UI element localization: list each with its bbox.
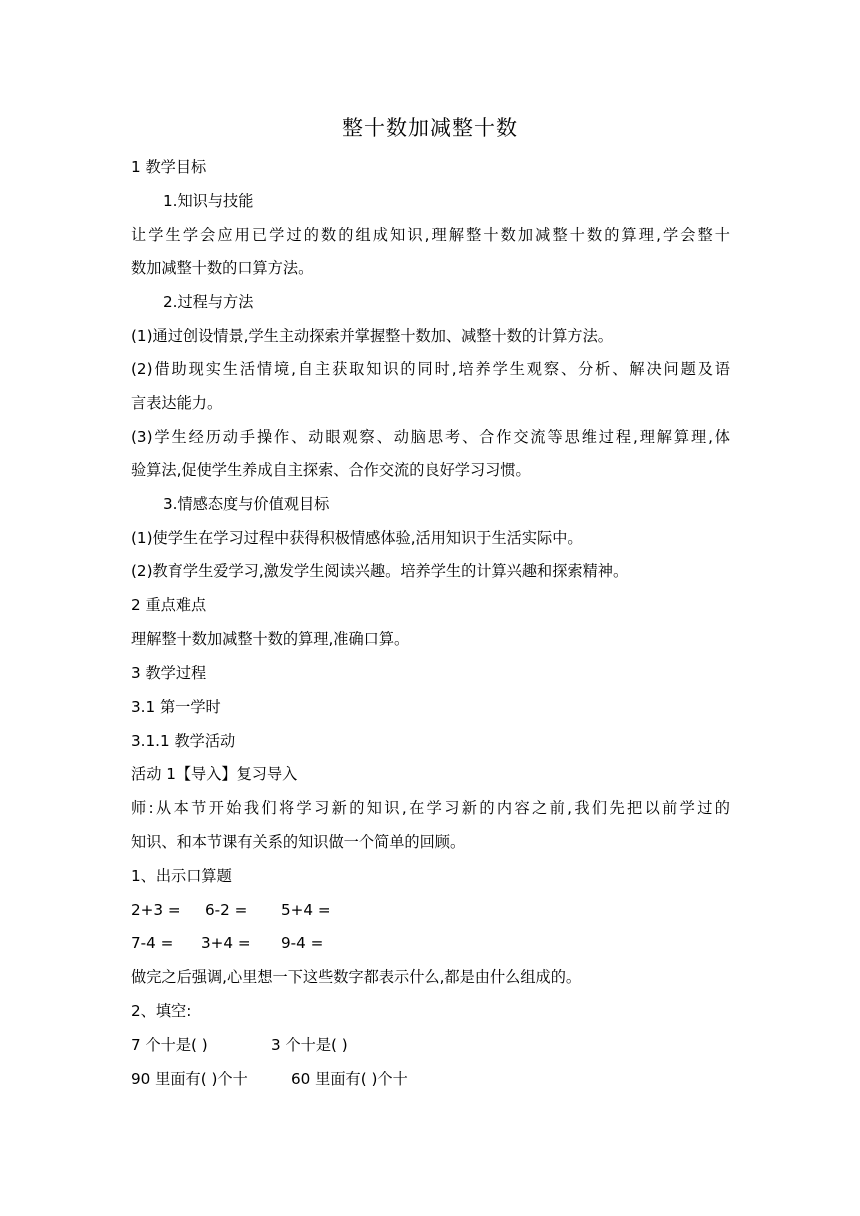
fill-item: 7 个十是( )	[131, 1036, 208, 1054]
paragraph-line: 数加减整十数的口算方法。	[131, 259, 314, 277]
fill-row	[131, 1068, 408, 1090]
calc-row	[131, 899, 331, 921]
subheading-knowledge-skills: 1.知识与技能	[163, 192, 254, 210]
document-title: 整十数加减整十数	[342, 116, 518, 140]
activity-heading: 活动 1【导入】复习导入	[131, 765, 298, 783]
calc-item: 5+4 =	[281, 901, 331, 919]
section-heading-objectives: 1 教学目标	[131, 158, 207, 176]
exercise-heading: 2、填空:	[131, 1002, 192, 1020]
paragraph-line: 知识、和本节课有关系的知识做一个简单的回顾。	[131, 833, 466, 851]
paragraph-line: (3)学生经历动手操作、动眼观察、动脑思考、合作交流等思维过程,理解算理,体	[131, 428, 730, 446]
paragraph-line: 验算法,促使学生养成自主探索、合作交流的良好学习习惯。	[131, 461, 531, 479]
paragraph-line: 言表达能力。	[131, 394, 223, 412]
fill-item: 3 个十是( )	[271, 1036, 348, 1054]
paragraph-line: (2)教育学生爱学习,激发学生阅读兴趣。培养学生的计算兴趣和探索精神。	[131, 562, 629, 580]
fill-item: 90 里面有( )个十	[131, 1070, 248, 1088]
paragraph-line: (2)借助现实生活情境,自主获取知识的同时,培养学生观察、分析、解决问题及语	[131, 360, 730, 378]
calc-row	[131, 932, 323, 954]
paragraph-line: 师:从本节开始我们将学习新的知识,在学习新的内容之前,我们先把以前学过的	[131, 799, 730, 817]
subsection-heading: 3.1.1 教学活动	[131, 732, 236, 750]
exercise-heading: 1、出示口算题	[131, 867, 232, 885]
subheading-process-method: 2.过程与方法	[163, 293, 254, 311]
section-heading-key-points: 2 重点难点	[131, 596, 207, 614]
paragraph-line: 让学生学会应用已学过的数的组成知识,理解整十数加减整十数的算理,学会整十	[131, 226, 730, 244]
paragraph-line: (1)使学生在学习过程中获得积极情感体验,活用知识于生活实际中。	[131, 529, 583, 547]
calc-item: 9-4 =	[281, 934, 324, 952]
calc-item: 3+4 =	[201, 934, 251, 952]
section-heading-teaching-process: 3 教学过程	[131, 664, 207, 682]
calc-item: 2+3 =	[131, 901, 181, 919]
paragraph-line: 做完之后强调,心里想一下这些数字都表示什么,都是由什么组成的。	[131, 968, 582, 986]
paragraph-line: (1)通过创设情景,学生主动探索并掌握整十数加、减整十数的计算方法。	[131, 327, 613, 345]
subsection-heading: 3.1 第一学时	[131, 698, 221, 716]
fill-row	[131, 1034, 348, 1056]
subheading-emotion-values: 3.情感态度与价值观目标	[163, 495, 330, 513]
paragraph-line: 理解整十数加减整十数的算理,准确口算。	[131, 630, 410, 648]
calc-item: 7-4 =	[131, 934, 174, 952]
calc-item: 6-2 =	[205, 901, 248, 919]
fill-item: 60 里面有( )个十	[291, 1070, 408, 1088]
